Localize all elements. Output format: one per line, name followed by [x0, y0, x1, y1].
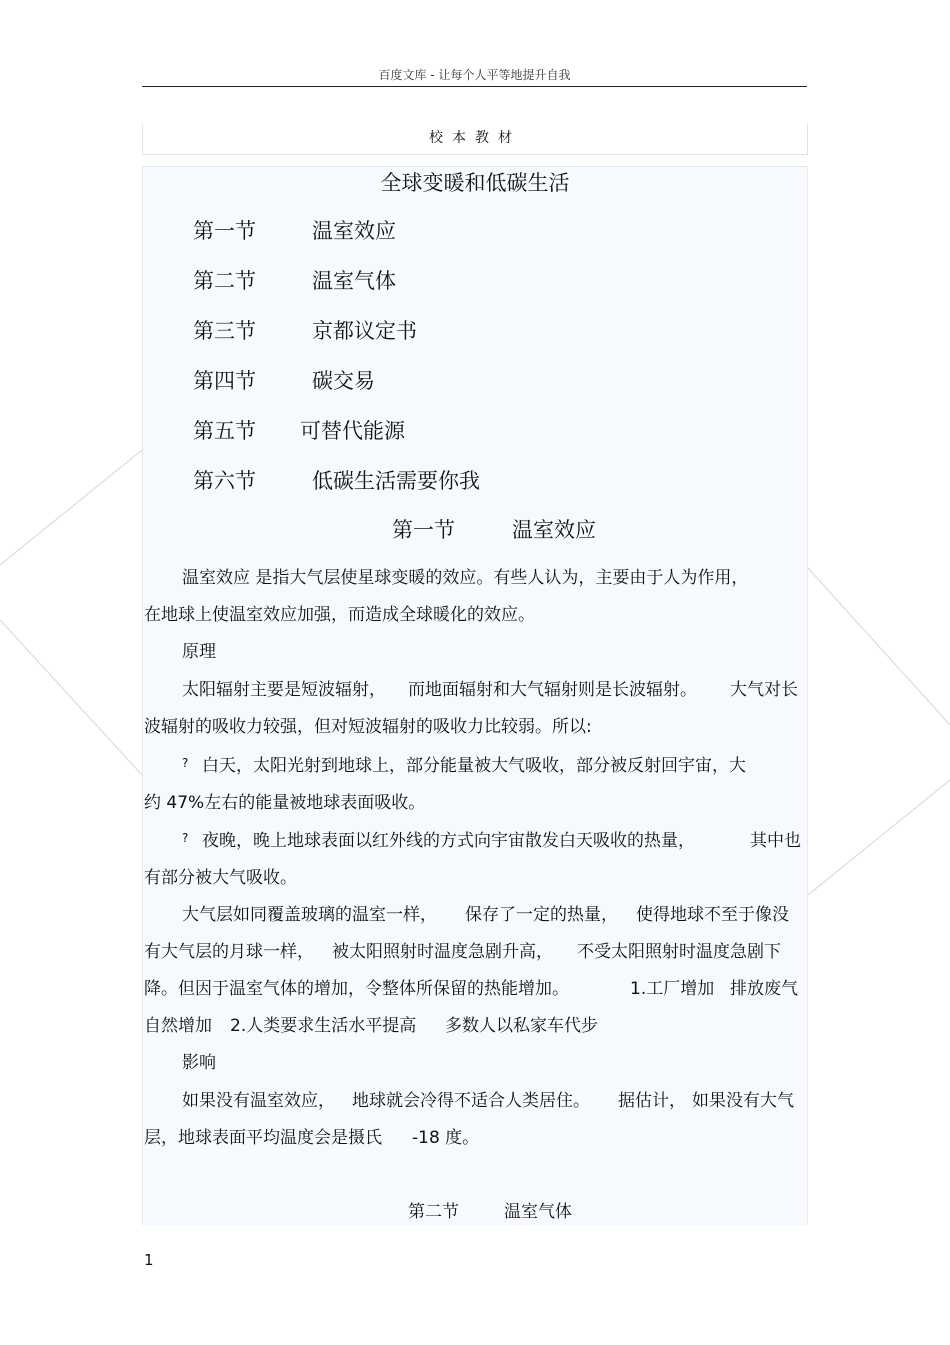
atmosphere-line-2a: 有大气层的月球一样，: [144, 942, 314, 962]
toc-item-6-name: 低碳生活需要你我: [312, 469, 480, 493]
section2-number: 第二节: [408, 1202, 459, 1222]
toc-item-4-name: 碳交易: [312, 369, 375, 393]
night-line-1a: 夜晚，晚上地球表面以红外线的方式向宇宙散发白天吸收的热量，: [202, 831, 695, 851]
effect-line-1b: 地球就会冷得不适合人类居住。: [352, 1091, 590, 1111]
toc-item-3-name: 京都议定书: [312, 319, 417, 343]
atmosphere-line-1c: 使得地球不至于像没: [636, 905, 789, 925]
label-box-text: 校本教材: [429, 130, 521, 146]
document-title: 全球变暖和低碳生活: [380, 171, 570, 195]
toc-item-2-number: 第二节: [193, 269, 256, 293]
page-number: 1: [144, 1251, 154, 1269]
section1-number: 第一节: [392, 518, 455, 542]
effect-line-1c: 据估计，: [618, 1091, 686, 1111]
night-line-1b: 其中也: [750, 831, 801, 851]
effect-heading: 影响: [182, 1053, 216, 1073]
toc-item-4-number: 第四节: [193, 369, 256, 393]
effect-line-1a: 如果没有温室效应，: [182, 1091, 335, 1111]
day-bullet-mark: ?: [182, 756, 189, 770]
day-line-1: 白天，太阳光射到地球上，部分能量被大气吸收，部分被反射回宇宙，大: [202, 756, 746, 776]
toc-item-6-number: 第六节: [193, 469, 256, 493]
principle-heading: 原理: [182, 642, 216, 662]
toc-item-5-name: 可替代能源: [300, 419, 405, 443]
atmosphere-line-1b: 保存了一定的热量，: [465, 905, 618, 925]
principle-line-1b: 而地面辐射和大气辐射则是长波辐射。: [408, 680, 697, 700]
intro-line-1: 温室效应 是指大气层使星球变暖的效应。有些人认为，主要由于人为作用，: [182, 568, 749, 588]
day-line-2: 约 47%左右的能量被地球表面吸收。: [144, 793, 426, 813]
night-line-2: 有部分被大气吸收。: [144, 868, 297, 888]
atmosphere-line-4c: 多数人以私家车代步: [445, 1016, 598, 1036]
section1-title: 温室效应: [512, 518, 596, 542]
toc-item-2-name: 温室气体: [312, 269, 396, 293]
atmosphere-line-2c: 不受太阳照射时温度急剧下: [577, 942, 781, 962]
atmosphere-line-2b: 被太阳照射时温度急剧升高，: [332, 942, 553, 962]
principle-line-1c: 大气对长: [730, 680, 798, 700]
effect-line-1d: 如果没有大气: [692, 1091, 794, 1111]
toc-item-1-name: 温室效应: [312, 219, 396, 243]
intro-line-2: 在地球上使温室效应加强，而造成全球暖化的效应。: [144, 605, 535, 625]
effect-line-2a: 层，地球表面平均温度会是摄氏: [144, 1128, 382, 1148]
page-header: 百度文库 - 让每个人平等地提升自我: [378, 68, 571, 82]
toc-item-1-number: 第一节: [193, 219, 256, 243]
principle-line-1a: 太阳辐射主要是短波辐射，: [182, 680, 386, 700]
atmosphere-line-3a: 降。但因于温室气体的增加，令整体所保留的热能增加。: [144, 979, 569, 999]
toc-item-3-number: 第三节: [193, 319, 256, 343]
atmosphere-line-3b: 1.工厂增加: [630, 979, 715, 999]
atmosphere-line-4a: 自然增加: [144, 1016, 212, 1036]
atmosphere-line-1a: 大气层如同覆盖玻璃的温室一样，: [182, 905, 437, 925]
atmosphere-line-4b: 2.人类要求生活水平提高: [230, 1016, 417, 1036]
header-divider: [142, 86, 807, 87]
effect-line-2b: -18 度。: [412, 1128, 480, 1148]
section2-title: 温室气体: [504, 1202, 572, 1222]
principle-line-2: 波辐射的吸收力较强，但对短波辐射的吸收力比较弱。所以:: [144, 717, 592, 737]
label-box: [142, 124, 808, 155]
toc-item-5-number: 第五节: [193, 419, 256, 443]
atmosphere-line-3c: 排放废气: [730, 979, 798, 999]
night-bullet-mark: ?: [182, 831, 189, 845]
